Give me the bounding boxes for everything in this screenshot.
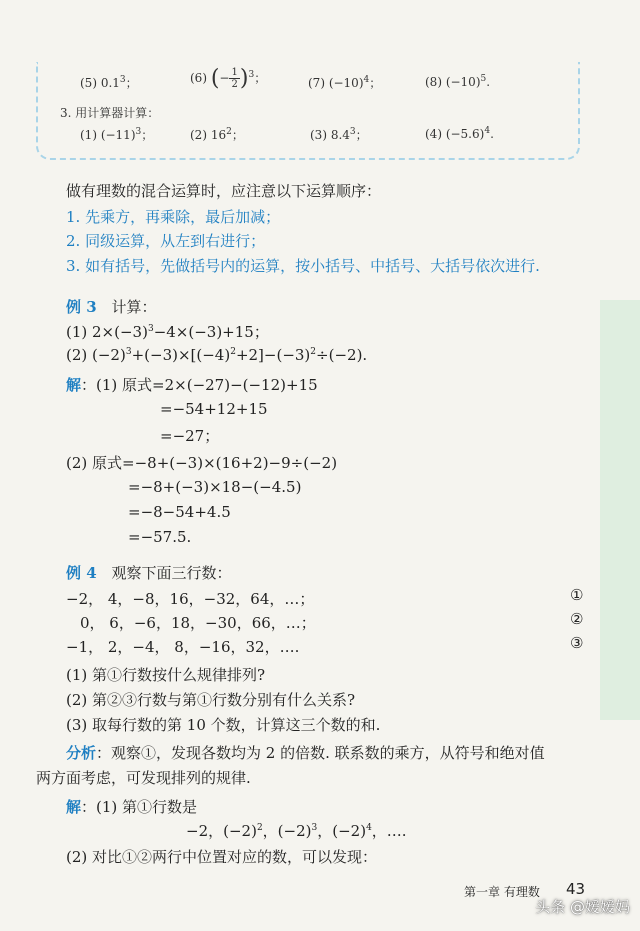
margin-decoration (600, 300, 640, 720)
example-3-sol-1-line-1: 解：(1) 原式=2×(−27)−(−12)+15 (66, 376, 318, 394)
watermark: 头条 @嫒嫒妈 (535, 898, 630, 916)
power-sequence: −2，$(-2)^2$，$(-2)^3$，$(-2)^4$，…. (186, 822, 407, 840)
example-4-question-2: (2) 第②③行数与第①行数分别有什么关系? (66, 691, 356, 709)
order-rule-1: 1. 先乘方，再乘除，最后加减； (66, 208, 281, 226)
example-3-sol-1-line-3: =−27； (160, 427, 220, 445)
example-4-sol-1: 解：(1) 第①行数是 (66, 798, 198, 816)
analysis-line-1: 分析：观察①，发现各数均为 2 的倍数. 联系数的乘方，从符号和绝对值 (66, 744, 545, 762)
exercise-6: (6) (− $\frac{1}{2}$ )$^3$； (190, 66, 267, 91)
calc-4: (4) $(-5.6)^4$. (425, 126, 494, 141)
example-4-question-3: (3) 取每行数的第 10 个数，计算这三个数的和. (66, 716, 381, 734)
example-4-label: 例 4 (66, 564, 97, 582)
order-rule-2: 2. 同级运算，从左到右进行； (66, 232, 266, 250)
calc-2: (2) $16^2$； (190, 127, 244, 142)
example-4-sol-2: (2) 对比①②两行中位置对应的数，可以发现： (66, 848, 378, 866)
row-marker-3: ③ (570, 634, 584, 652)
example-3-sol-2-line-3: =−8−54+4.5 (128, 503, 231, 521)
exercise-5: (5) $0.1^3$； (80, 75, 138, 90)
example-3-sol-2-line-1: (2) 原式=−8+(−3)×(16+2)−9÷(−2) (66, 454, 338, 472)
sequence-row-1: −2， 4，−8，16，−32，64，…； (66, 590, 315, 608)
sequence-row-3: −1， 2，−4， 8，−16，32，…. (66, 638, 300, 656)
example-3-q1: (1) $2\times(-3)^3-4\times(-3)+15$； (66, 323, 269, 341)
analysis-label: 分析 (66, 744, 97, 762)
example-4-question-1: (1) 第①行数按什么规律排列? (66, 666, 266, 684)
solution-label-2: 解 (66, 798, 82, 816)
example-3-sol-1-line-2: =−54+12+15 (160, 400, 268, 418)
fraction: $\frac{1}{2}$ (231, 67, 238, 90)
row-marker-1: ① (570, 586, 584, 604)
example-3-q2: (2) $(-2)^3+(-3)\times[(-4)^2+2]-(-3)^2\div(-2)$. (66, 346, 368, 364)
calc-3: (3) $8.4^3$； (310, 127, 368, 142)
example-3-title: 例 3 计算： (66, 298, 157, 316)
example-4-title: 例 4 观察下面三行数： (66, 564, 232, 582)
sequence-row-2: 0， 6，−6，18，−30，66，…； (80, 614, 316, 632)
example-3-label: 例 3 (66, 298, 97, 316)
exercise-8: (8) $(-10)^5$. (425, 74, 491, 89)
analysis-line-2: 两方面考虑，可发现排列的规律. (36, 769, 251, 787)
exercise-heading: 3. 用计算器计算： (60, 106, 160, 120)
order-rule-3: 3. 如有括号，先做括号内的运算，按小括号、中括号、大括号依次进行. (66, 257, 540, 275)
solution-label: 解 (66, 376, 82, 394)
chapter-footer: 第一章 有理数 (464, 885, 540, 899)
example-3-sol-2-line-4: =−57.5. (128, 528, 192, 546)
exercise-row-1 (80, 74, 138, 91)
exercise-7: (7) $(-10)^4$； (308, 75, 382, 90)
order-intro: 做有理数的混合运算时，应注意以下运算顺序： (66, 182, 382, 200)
row-marker-2: ② (570, 610, 584, 628)
calc-1: (1) $(-11)^3$； (80, 127, 154, 142)
page-number: 43 (566, 880, 586, 898)
example-3-sol-2-line-2: =−8+(−3)×18−(−4.5) (128, 478, 302, 496)
